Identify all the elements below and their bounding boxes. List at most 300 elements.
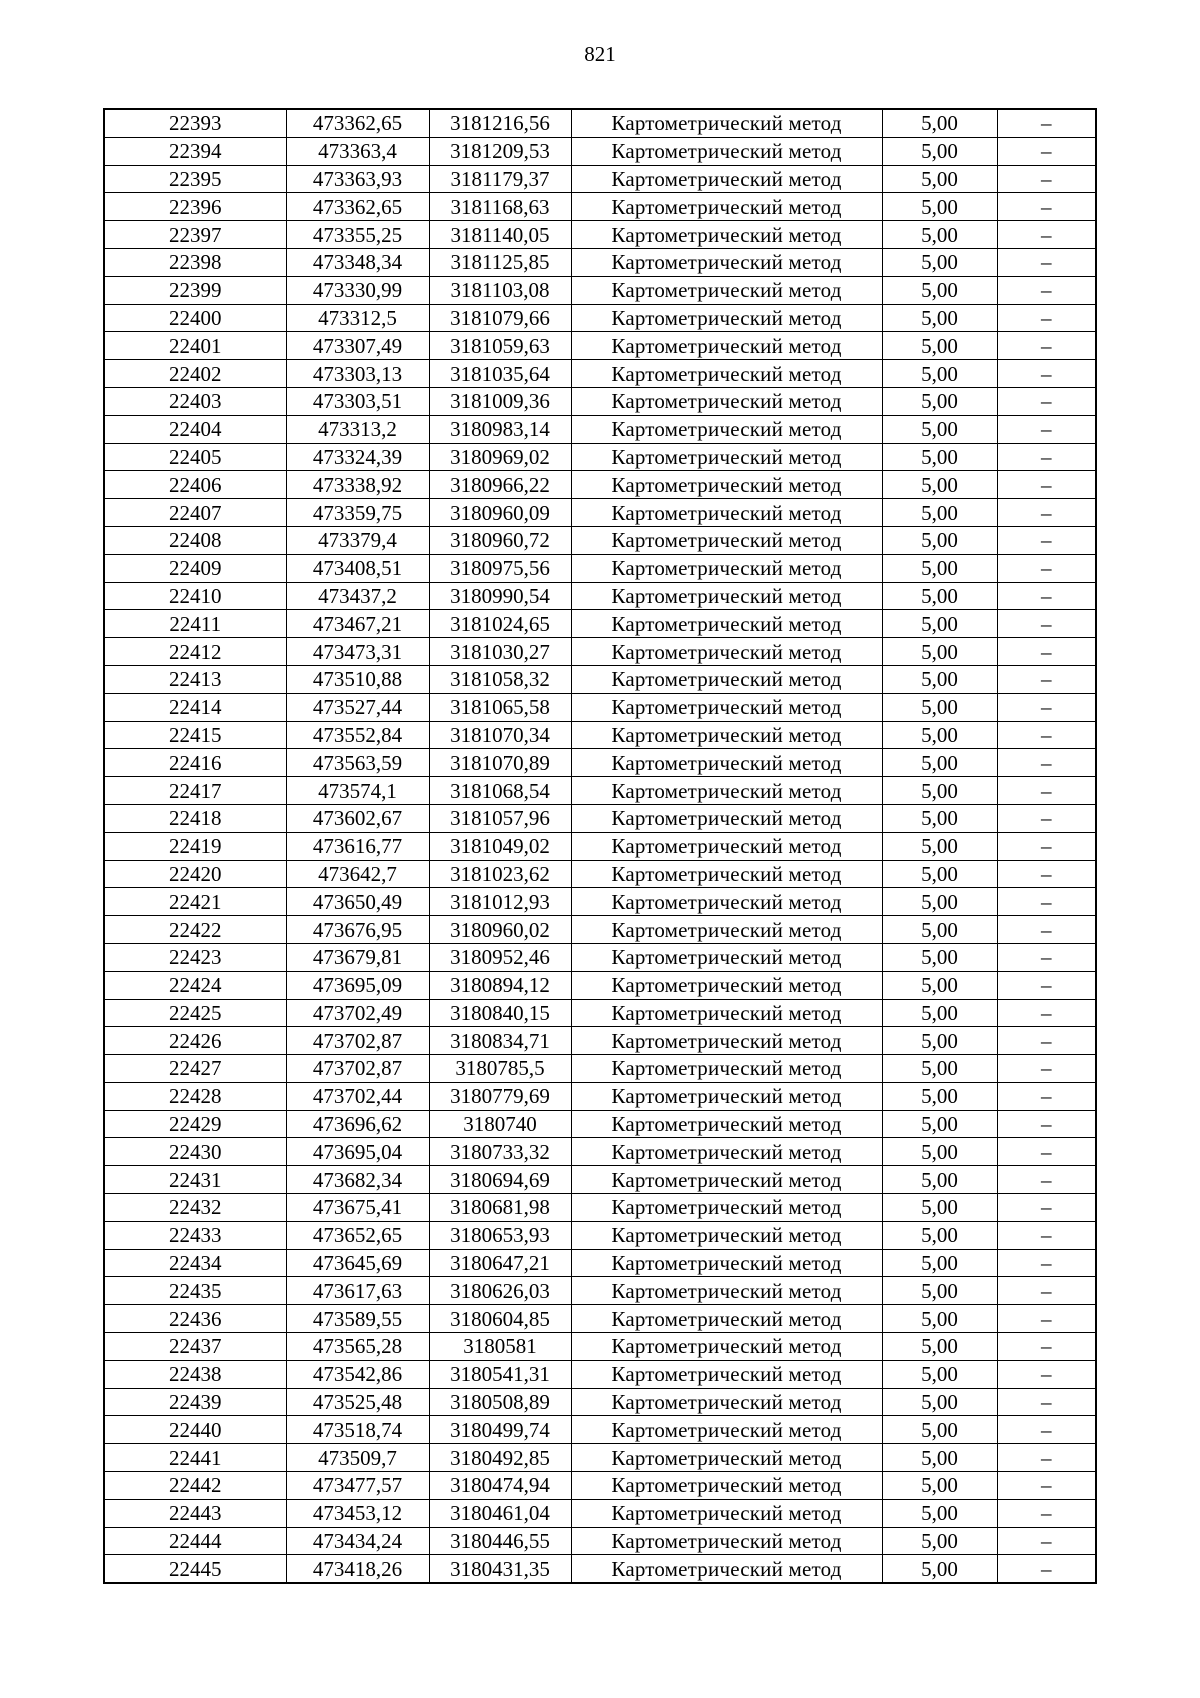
- coordinates-table: [103, 108, 1097, 1584]
- description-cell: –: [997, 193, 1096, 221]
- accuracy-cell: 5,00: [882, 193, 997, 221]
- x-coordinate-cell: 473563,59: [286, 749, 429, 777]
- description-cell: –: [997, 999, 1096, 1027]
- method-cell: Картометрический метод: [571, 749, 882, 777]
- point-number-cell: 22419: [104, 832, 286, 860]
- description-cell: –: [997, 1110, 1096, 1138]
- x-coordinate-cell: 473348,34: [286, 248, 429, 276]
- accuracy-cell: 5,00: [882, 721, 997, 749]
- page-number: 821: [584, 42, 616, 66]
- table-row: [104, 137, 1096, 165]
- table-row: [104, 721, 1096, 749]
- description-cell: –: [997, 360, 1096, 388]
- x-coordinate-cell: 473313,2: [286, 415, 429, 443]
- x-coordinate-cell: 473679,81: [286, 943, 429, 971]
- description-cell: –: [997, 804, 1096, 832]
- y-coordinate-cell: 3180647,21: [429, 1249, 571, 1277]
- point-number-cell: 22397: [104, 221, 286, 249]
- accuracy-cell: 5,00: [882, 1388, 997, 1416]
- x-coordinate-cell: 473379,4: [286, 526, 429, 554]
- method-cell: Картометрический метод: [571, 109, 882, 137]
- accuracy-cell: 5,00: [882, 1027, 997, 1055]
- table-row: [104, 387, 1096, 415]
- table-row: [104, 1416, 1096, 1444]
- table-row: [104, 610, 1096, 638]
- description-cell: –: [997, 526, 1096, 554]
- x-coordinate-cell: 473408,51: [286, 554, 429, 582]
- accuracy-cell: 5,00: [882, 471, 997, 499]
- table-row: [104, 1249, 1096, 1277]
- point-number-cell: 22398: [104, 248, 286, 276]
- table-row: [104, 415, 1096, 443]
- x-coordinate-cell: 473418,26: [286, 1555, 429, 1583]
- description-cell: –: [997, 1416, 1096, 1444]
- table-row: [104, 443, 1096, 471]
- y-coordinate-cell: 3181140,05: [429, 221, 571, 249]
- table-row: [104, 276, 1096, 304]
- point-number-cell: 22418: [104, 804, 286, 832]
- point-number-cell: 22395: [104, 165, 286, 193]
- method-cell: Картометрический метод: [571, 721, 882, 749]
- table-row: [104, 360, 1096, 388]
- method-cell: Картометрический метод: [571, 1138, 882, 1166]
- method-cell: Картометрический метод: [571, 1333, 882, 1361]
- method-cell: Картометрический метод: [571, 137, 882, 165]
- description-cell: –: [997, 1333, 1096, 1361]
- x-coordinate-cell: 473473,31: [286, 638, 429, 666]
- y-coordinate-cell: 3180983,14: [429, 415, 571, 443]
- table-row: [104, 165, 1096, 193]
- y-coordinate-cell: 3180431,35: [429, 1555, 571, 1583]
- point-number-cell: 22416: [104, 749, 286, 777]
- point-number-cell: 22414: [104, 693, 286, 721]
- y-coordinate-cell: 3180834,71: [429, 1027, 571, 1055]
- table-row: [104, 1555, 1096, 1583]
- x-coordinate-cell: 473330,99: [286, 276, 429, 304]
- accuracy-cell: 5,00: [882, 832, 997, 860]
- method-cell: Картометрический метод: [571, 332, 882, 360]
- method-cell: Картометрический метод: [571, 1416, 882, 1444]
- x-coordinate-cell: 473645,69: [286, 1249, 429, 1277]
- description-cell: –: [997, 638, 1096, 666]
- method-cell: Картометрический метод: [571, 943, 882, 971]
- point-number-cell: 22424: [104, 971, 286, 999]
- x-coordinate-cell: 473652,65: [286, 1221, 429, 1249]
- y-coordinate-cell: 3180541,31: [429, 1360, 571, 1388]
- point-number-cell: 22421: [104, 888, 286, 916]
- y-coordinate-cell: 3181209,53: [429, 137, 571, 165]
- method-cell: Картометрический метод: [571, 360, 882, 388]
- point-number-cell: 22405: [104, 443, 286, 471]
- point-number-cell: 22425: [104, 999, 286, 1027]
- accuracy-cell: 5,00: [882, 1166, 997, 1194]
- x-coordinate-cell: 473362,65: [286, 109, 429, 137]
- accuracy-cell: 5,00: [882, 1360, 997, 1388]
- description-cell: –: [997, 832, 1096, 860]
- point-number-cell: 22429: [104, 1110, 286, 1138]
- x-coordinate-cell: 473363,4: [286, 137, 429, 165]
- table-row: [104, 221, 1096, 249]
- point-number-cell: 22415: [104, 721, 286, 749]
- y-coordinate-cell: 3180499,74: [429, 1416, 571, 1444]
- method-cell: Картометрический метод: [571, 1277, 882, 1305]
- description-cell: –: [997, 777, 1096, 805]
- y-coordinate-cell: 3180474,94: [429, 1472, 571, 1500]
- x-coordinate-cell: 473702,87: [286, 1027, 429, 1055]
- table-row: [104, 248, 1096, 276]
- description-cell: –: [997, 554, 1096, 582]
- y-coordinate-cell: 3181103,08: [429, 276, 571, 304]
- y-coordinate-cell: 3181023,62: [429, 860, 571, 888]
- table-row: [104, 1333, 1096, 1361]
- table-row: [104, 693, 1096, 721]
- point-number-cell: 22439: [104, 1388, 286, 1416]
- y-coordinate-cell: 3181035,64: [429, 360, 571, 388]
- accuracy-cell: 5,00: [882, 804, 997, 832]
- accuracy-cell: 5,00: [882, 665, 997, 693]
- y-coordinate-cell: 3180626,03: [429, 1277, 571, 1305]
- description-cell: –: [997, 137, 1096, 165]
- x-coordinate-cell: 473702,44: [286, 1082, 429, 1110]
- y-coordinate-cell: 3180960,09: [429, 499, 571, 527]
- accuracy-cell: 5,00: [882, 916, 997, 944]
- point-number-cell: 22408: [104, 526, 286, 554]
- description-cell: –: [997, 665, 1096, 693]
- point-number-cell: 22427: [104, 1055, 286, 1083]
- table-row: [104, 193, 1096, 221]
- x-coordinate-cell: 473642,7: [286, 860, 429, 888]
- point-number-cell: 22394: [104, 137, 286, 165]
- table-row: [104, 749, 1096, 777]
- table-row: [104, 1499, 1096, 1527]
- x-coordinate-cell: 473307,49: [286, 332, 429, 360]
- accuracy-cell: 5,00: [882, 554, 997, 582]
- accuracy-cell: 5,00: [882, 1221, 997, 1249]
- point-number-cell: 22409: [104, 554, 286, 582]
- point-number-cell: 22410: [104, 582, 286, 610]
- method-cell: Картометрический метод: [571, 999, 882, 1027]
- y-coordinate-cell: 3180840,15: [429, 999, 571, 1027]
- description-cell: –: [997, 387, 1096, 415]
- description-cell: –: [997, 1082, 1096, 1110]
- x-coordinate-cell: 473589,55: [286, 1305, 429, 1333]
- table-row: [104, 1138, 1096, 1166]
- point-number-cell: 22443: [104, 1499, 286, 1527]
- x-coordinate-cell: 473518,74: [286, 1416, 429, 1444]
- y-coordinate-cell: 3181125,85: [429, 248, 571, 276]
- point-number-cell: 22441: [104, 1444, 286, 1472]
- table-row: [104, 916, 1096, 944]
- table-row: [104, 1444, 1096, 1472]
- point-number-cell: 22411: [104, 610, 286, 638]
- accuracy-cell: 5,00: [882, 304, 997, 332]
- description-cell: –: [997, 276, 1096, 304]
- method-cell: Картометрический метод: [571, 387, 882, 415]
- accuracy-cell: 5,00: [882, 1277, 997, 1305]
- y-coordinate-cell: 3180653,93: [429, 1221, 571, 1249]
- point-number-cell: 22401: [104, 332, 286, 360]
- point-number-cell: 22393: [104, 109, 286, 137]
- x-coordinate-cell: 473509,7: [286, 1444, 429, 1472]
- table-row: [104, 943, 1096, 971]
- accuracy-cell: 5,00: [882, 1055, 997, 1083]
- description-cell: –: [997, 1277, 1096, 1305]
- point-number-cell: 22432: [104, 1194, 286, 1222]
- method-cell: Картометрический метод: [571, 193, 882, 221]
- description-cell: –: [997, 860, 1096, 888]
- method-cell: Картометрический метод: [571, 1194, 882, 1222]
- point-number-cell: 22413: [104, 665, 286, 693]
- point-number-cell: 22402: [104, 360, 286, 388]
- x-coordinate-cell: 473696,62: [286, 1110, 429, 1138]
- y-coordinate-cell: 3180969,02: [429, 443, 571, 471]
- x-coordinate-cell: 473695,04: [286, 1138, 429, 1166]
- accuracy-cell: 5,00: [882, 888, 997, 916]
- x-coordinate-cell: 473467,21: [286, 610, 429, 638]
- table-row: [104, 526, 1096, 554]
- accuracy-cell: 5,00: [882, 582, 997, 610]
- table-row: [104, 109, 1096, 137]
- x-coordinate-cell: 473359,75: [286, 499, 429, 527]
- x-coordinate-cell: 473542,86: [286, 1360, 429, 1388]
- method-cell: Картометрический метод: [571, 304, 882, 332]
- table-row: [104, 1277, 1096, 1305]
- point-number-cell: 22444: [104, 1527, 286, 1555]
- method-cell: Картометрический метод: [571, 499, 882, 527]
- y-coordinate-cell: 3181065,58: [429, 693, 571, 721]
- accuracy-cell: 5,00: [882, 360, 997, 388]
- description-cell: –: [997, 1027, 1096, 1055]
- method-cell: Картометрический метод: [571, 916, 882, 944]
- x-coordinate-cell: 473616,77: [286, 832, 429, 860]
- description-cell: –: [997, 1194, 1096, 1222]
- description-cell: –: [997, 332, 1096, 360]
- x-coordinate-cell: 473303,51: [286, 387, 429, 415]
- method-cell: Картометрический метод: [571, 276, 882, 304]
- method-cell: Картометрический метод: [571, 248, 882, 276]
- table-row: [104, 1388, 1096, 1416]
- method-cell: Картометрический метод: [571, 1110, 882, 1138]
- point-number-cell: 22396: [104, 193, 286, 221]
- point-number-cell: 22436: [104, 1305, 286, 1333]
- point-number-cell: 22406: [104, 471, 286, 499]
- accuracy-cell: 5,00: [882, 248, 997, 276]
- point-number-cell: 22438: [104, 1360, 286, 1388]
- y-coordinate-cell: 3181049,02: [429, 832, 571, 860]
- description-cell: –: [997, 499, 1096, 527]
- accuracy-cell: 5,00: [882, 1082, 997, 1110]
- table-row: [104, 582, 1096, 610]
- method-cell: Картометрический метод: [571, 693, 882, 721]
- accuracy-cell: 5,00: [882, 638, 997, 666]
- x-coordinate-cell: 473602,67: [286, 804, 429, 832]
- description-cell: –: [997, 721, 1096, 749]
- accuracy-cell: 5,00: [882, 1333, 997, 1361]
- y-coordinate-cell: 3180681,98: [429, 1194, 571, 1222]
- accuracy-cell: 5,00: [882, 332, 997, 360]
- y-coordinate-cell: 3180779,69: [429, 1082, 571, 1110]
- x-coordinate-cell: 473355,25: [286, 221, 429, 249]
- accuracy-cell: 5,00: [882, 137, 997, 165]
- method-cell: Картометрический метод: [571, 1055, 882, 1083]
- point-number-cell: 22423: [104, 943, 286, 971]
- y-coordinate-cell: 3181168,63: [429, 193, 571, 221]
- method-cell: Картометрический метод: [571, 1305, 882, 1333]
- description-cell: –: [997, 749, 1096, 777]
- y-coordinate-cell: 3181079,66: [429, 304, 571, 332]
- method-cell: Картометрический метод: [571, 471, 882, 499]
- accuracy-cell: 5,00: [882, 276, 997, 304]
- method-cell: Картометрический метод: [571, 1360, 882, 1388]
- method-cell: Картометрический метод: [571, 1472, 882, 1500]
- table-row: [104, 1472, 1096, 1500]
- description-cell: –: [997, 610, 1096, 638]
- y-coordinate-cell: 3181179,37: [429, 165, 571, 193]
- method-cell: Картометрический метод: [571, 1166, 882, 1194]
- table-row: [104, 499, 1096, 527]
- description-cell: –: [997, 1221, 1096, 1249]
- x-coordinate-cell: 473363,93: [286, 165, 429, 193]
- x-coordinate-cell: 473565,28: [286, 1333, 429, 1361]
- table-row: [104, 1110, 1096, 1138]
- description-cell: –: [997, 1555, 1096, 1583]
- point-number-cell: 22426: [104, 1027, 286, 1055]
- y-coordinate-cell: 3181068,54: [429, 777, 571, 805]
- accuracy-cell: 5,00: [882, 221, 997, 249]
- table-row: [104, 471, 1096, 499]
- x-coordinate-cell: 473682,34: [286, 1166, 429, 1194]
- x-coordinate-cell: 473312,5: [286, 304, 429, 332]
- point-number-cell: 22433: [104, 1221, 286, 1249]
- x-coordinate-cell: 473303,13: [286, 360, 429, 388]
- y-coordinate-cell: 3181024,65: [429, 610, 571, 638]
- table-row: [104, 332, 1096, 360]
- accuracy-cell: 5,00: [882, 1138, 997, 1166]
- accuracy-cell: 5,00: [882, 1472, 997, 1500]
- point-number-cell: 22431: [104, 1166, 286, 1194]
- y-coordinate-cell: 3180446,55: [429, 1527, 571, 1555]
- x-coordinate-cell: 473434,24: [286, 1527, 429, 1555]
- y-coordinate-cell: 3181070,89: [429, 749, 571, 777]
- table-row: [104, 1360, 1096, 1388]
- point-number-cell: 22412: [104, 638, 286, 666]
- x-coordinate-cell: 473437,2: [286, 582, 429, 610]
- y-coordinate-cell: 3180785,5: [429, 1055, 571, 1083]
- point-number-cell: 22434: [104, 1249, 286, 1277]
- method-cell: Картометрический метод: [571, 665, 882, 693]
- description-cell: –: [997, 109, 1096, 137]
- y-coordinate-cell: 3180975,56: [429, 554, 571, 582]
- method-cell: Картометрический метод: [571, 415, 882, 443]
- y-coordinate-cell: 3181070,34: [429, 721, 571, 749]
- method-cell: Картометрический метод: [571, 443, 882, 471]
- accuracy-cell: 5,00: [882, 749, 997, 777]
- y-coordinate-cell: 3180461,04: [429, 1499, 571, 1527]
- y-coordinate-cell: 3181012,93: [429, 888, 571, 916]
- y-coordinate-cell: 3181059,63: [429, 332, 571, 360]
- table-row: [104, 1166, 1096, 1194]
- x-coordinate-cell: 473338,92: [286, 471, 429, 499]
- accuracy-cell: 5,00: [882, 999, 997, 1027]
- method-cell: Картометрический метод: [571, 165, 882, 193]
- method-cell: Картометрический метод: [571, 971, 882, 999]
- description-cell: –: [997, 888, 1096, 916]
- table-row: [104, 832, 1096, 860]
- table-row: [104, 1027, 1096, 1055]
- x-coordinate-cell: 473675,41: [286, 1194, 429, 1222]
- description-cell: –: [997, 1527, 1096, 1555]
- point-number-cell: 22422: [104, 916, 286, 944]
- description-cell: –: [997, 415, 1096, 443]
- y-coordinate-cell: 3180960,02: [429, 916, 571, 944]
- method-cell: Картометрический метод: [571, 1249, 882, 1277]
- method-cell: Картометрический метод: [571, 1444, 882, 1472]
- method-cell: Картометрический метод: [571, 1082, 882, 1110]
- x-coordinate-cell: 473617,63: [286, 1277, 429, 1305]
- y-coordinate-cell: 3180990,54: [429, 582, 571, 610]
- description-cell: –: [997, 471, 1096, 499]
- y-coordinate-cell: 3180492,85: [429, 1444, 571, 1472]
- accuracy-cell: 5,00: [882, 443, 997, 471]
- table-row: [104, 554, 1096, 582]
- method-cell: Картометрический метод: [571, 638, 882, 666]
- description-cell: –: [997, 248, 1096, 276]
- accuracy-cell: 5,00: [882, 387, 997, 415]
- description-cell: –: [997, 1249, 1096, 1277]
- description-cell: –: [997, 916, 1096, 944]
- description-cell: –: [997, 582, 1096, 610]
- point-number-cell: 22399: [104, 276, 286, 304]
- accuracy-cell: 5,00: [882, 1194, 997, 1222]
- accuracy-cell: 5,00: [882, 1249, 997, 1277]
- method-cell: Картометрический метод: [571, 582, 882, 610]
- coordinates-table-body: [104, 109, 1096, 1583]
- description-cell: –: [997, 1444, 1096, 1472]
- accuracy-cell: 5,00: [882, 777, 997, 805]
- method-cell: Картометрический метод: [571, 221, 882, 249]
- method-cell: Картометрический метод: [571, 832, 882, 860]
- point-number-cell: 22407: [104, 499, 286, 527]
- accuracy-cell: 5,00: [882, 971, 997, 999]
- x-coordinate-cell: 473574,1: [286, 777, 429, 805]
- accuracy-cell: 5,00: [882, 165, 997, 193]
- method-cell: Картометрический метод: [571, 1499, 882, 1527]
- accuracy-cell: 5,00: [882, 860, 997, 888]
- description-cell: –: [997, 1388, 1096, 1416]
- y-coordinate-cell: 3180966,22: [429, 471, 571, 499]
- x-coordinate-cell: 473510,88: [286, 665, 429, 693]
- point-number-cell: 22404: [104, 415, 286, 443]
- accuracy-cell: 5,00: [882, 415, 997, 443]
- accuracy-cell: 5,00: [882, 943, 997, 971]
- x-coordinate-cell: 473552,84: [286, 721, 429, 749]
- x-coordinate-cell: 473324,39: [286, 443, 429, 471]
- y-coordinate-cell: 3180894,12: [429, 971, 571, 999]
- table-row: [104, 888, 1096, 916]
- point-number-cell: 22428: [104, 1082, 286, 1110]
- x-coordinate-cell: 473695,09: [286, 971, 429, 999]
- description-cell: –: [997, 693, 1096, 721]
- description-cell: –: [997, 1360, 1096, 1388]
- method-cell: Картометрический метод: [571, 777, 882, 805]
- point-number-cell: 22445: [104, 1555, 286, 1583]
- table-row: [104, 304, 1096, 332]
- x-coordinate-cell: 473702,87: [286, 1055, 429, 1083]
- description-cell: –: [997, 1055, 1096, 1083]
- description-cell: –: [997, 971, 1096, 999]
- accuracy-cell: 5,00: [882, 693, 997, 721]
- description-cell: –: [997, 221, 1096, 249]
